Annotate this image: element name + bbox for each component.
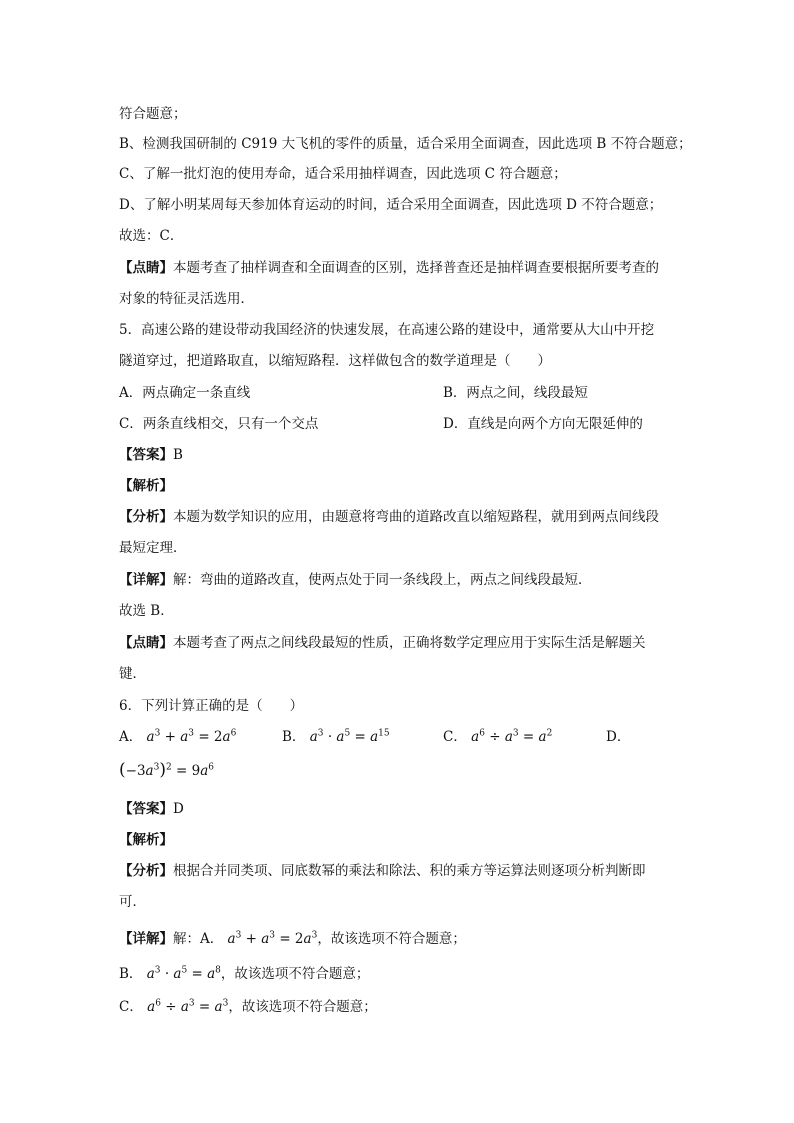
- text-span: ，故该选项不符合题意；: [317, 931, 466, 947]
- math-expression: $a^6 \div a^3 = a^3$: [147, 998, 229, 1015]
- text-span: ，故该选项不符合题意；: [220, 966, 370, 982]
- text-line: [119, 507, 659, 527]
- answer-line: [119, 799, 184, 819]
- text-line: [119, 964, 369, 984]
- option-a: [119, 727, 236, 747]
- option-c: C．两条直线相交，只有一个交点: [119, 416, 319, 432]
- option-d-expression: [119, 760, 214, 781]
- text-line: 最短定理．: [119, 540, 187, 556]
- math-expression: $a^3 \cdot a^5 = a^8$: [146, 965, 221, 982]
- question-5-stem: 隧道穿过，把道路取直，以缩短路程．这样做包含的数学道理是（ ）: [119, 353, 551, 369]
- analysis-heading: 【解析】: [119, 478, 173, 494]
- section-tag: 【分析】: [119, 863, 173, 879]
- text-line: [119, 997, 377, 1017]
- section-tag: 【点睛】: [119, 635, 173, 651]
- text-span: 本题考查了两点之间线段最短的性质，正确将数学定理应用于实际生活是解题关: [173, 635, 646, 651]
- option-label: B．: [119, 966, 143, 982]
- math-expression: $a^3 \cdot a^5 = a^{15}$: [309, 728, 390, 745]
- option-c: [443, 727, 552, 747]
- text-span: 解：A．: [173, 931, 224, 947]
- text-line: B、检测我国研制的 C919 大飞机的零件的质量，适合采用全面调查，因此选项 B 不符合题意；: [119, 136, 692, 152]
- option-label: B．: [282, 729, 306, 745]
- section-tag: 【答案】: [119, 801, 173, 817]
- option-label: C．: [119, 999, 143, 1015]
- text-span: 本题考查了抽样调查和全面调查的区别，选择普查还是抽样调查要根据所要考查的: [173, 260, 659, 276]
- text-line: [119, 570, 592, 590]
- section-tag: 【分析】: [119, 509, 173, 525]
- text-line: 故选 B．: [119, 603, 174, 619]
- math-expression: $(-3a^3)^2 = 9a^6$: [119, 760, 215, 780]
- text-line: C、了解一批灯泡的使用寿命，适合采用抽样调查，因此选项 C 符合题意；: [119, 166, 567, 182]
- answer-value: D: [173, 801, 184, 817]
- text-span: ，故该选项不符合题意；: [228, 999, 377, 1015]
- text-line: 符合题意；: [119, 106, 187, 122]
- option-d: D．: [606, 729, 631, 745]
- math-expression: $a^3 + a^3 = 2a^3$: [227, 930, 318, 947]
- text-line: 故选：C．: [119, 228, 184, 244]
- section-tag: 【点睛】: [119, 260, 173, 276]
- text-line: D、了解小明某周每天参加体育运动的时间，适合采用全面调查，因此选项 D 不符合题意；: [119, 197, 663, 213]
- text-line: [119, 929, 466, 949]
- section-tag: 【详解】: [119, 931, 173, 947]
- math-expression: $a^3 + a^3 = 2a^6$: [146, 728, 237, 745]
- text-span: 根据合并同类项、同底数幂的乘法和除法、积的乘方等运算法则逐项分析判断即: [173, 863, 646, 879]
- option-label: C．: [443, 729, 467, 745]
- text-span: 解：弯曲的道路改直，使两点处于同一条线段上，两点之间线段最短．: [173, 572, 592, 588]
- text-line: [119, 861, 646, 881]
- answer-line: [119, 445, 183, 465]
- question-6-stem: 6．下列计算正确的是（ ）: [119, 698, 304, 714]
- text-span: 本题为数学知识的应用，由题意将弯曲的道路改直以缩短路程，就用到两点间线段: [173, 509, 659, 525]
- text-line: [119, 633, 646, 653]
- answer-value: B: [173, 447, 183, 463]
- option-a: A．两点确定一条直线: [119, 385, 251, 401]
- option-label: A．: [119, 729, 143, 745]
- option-d: D．直线是向两个方向无限延伸的: [443, 416, 643, 432]
- question-5-stem: 5．高速公路的建设带动我国经济的快速发展，在高速公路的建设中，通常要从大山中开挖: [119, 322, 655, 338]
- option-b: [282, 727, 390, 747]
- section-tag: 【答案】: [119, 447, 173, 463]
- text-line: 键．: [119, 666, 146, 682]
- option-b: B．两点之间，线段最短: [443, 385, 588, 401]
- section-tag: 【详解】: [119, 572, 173, 588]
- text-line: [119, 258, 659, 278]
- math-expression: $a^6 \div a^3 = a^2$: [471, 728, 553, 745]
- analysis-heading: 【解析】: [119, 832, 173, 848]
- text-line: 对象的特征灵活选用．: [119, 291, 254, 307]
- text-line: 可．: [119, 894, 146, 910]
